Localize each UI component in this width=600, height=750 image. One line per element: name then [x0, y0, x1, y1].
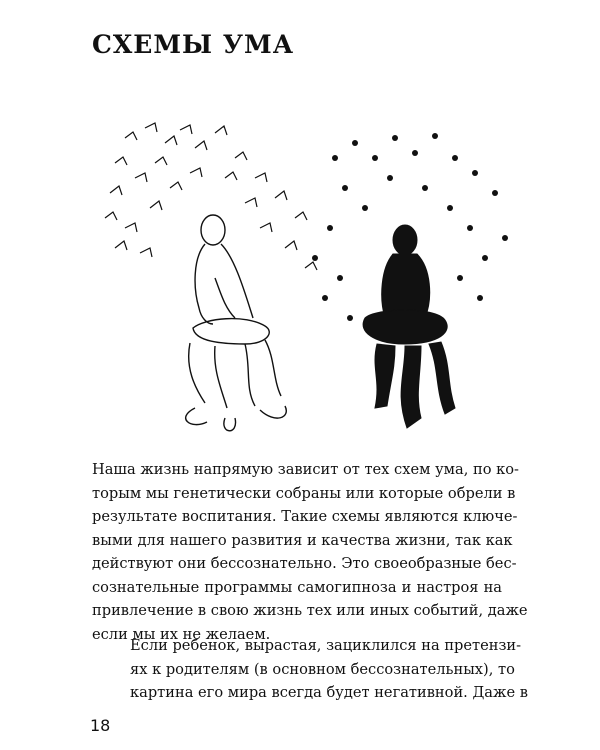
text-line: ях к родителям (в основном бессознательных), то	[130, 660, 515, 678]
text-line: привлечение в свою жизнь тех или иных событий, даже	[92, 602, 528, 619]
bird-swarm-icon	[105, 123, 317, 270]
text-line: картина его мира всегда будет негативной. Даже в	[130, 684, 528, 701]
text-line: если мы их не желаем.	[92, 625, 271, 643]
text-line: торым мы генетически собраны или которые обрели в	[92, 484, 516, 502]
illustration	[95, 118, 525, 450]
paragraph-2	[130, 634, 528, 705]
text-line: Наша жизнь напрямую зависит от тех схем ума, по ко-	[92, 461, 519, 478]
page-title: СХЕМЫ УМА	[92, 30, 295, 59]
paragraph-1	[92, 458, 528, 646]
text-line: выми для нашего развития и качества жизни, так как	[92, 531, 513, 549]
text-line: сознательные программы самогипноза и настроя на	[92, 578, 502, 596]
black-meditating-figure-icon	[363, 225, 455, 428]
white-meditating-figure-icon	[186, 215, 287, 431]
page-number: 18	[90, 716, 111, 735]
text-line: Если ребенок, вырастая, зациклился на претензи-	[130, 637, 522, 654]
text-line: результате воспитания. Такие схемы являются ключе-	[92, 508, 518, 525]
text-line: действуют они бессознательно. Это своеобразные бес-	[92, 555, 517, 572]
